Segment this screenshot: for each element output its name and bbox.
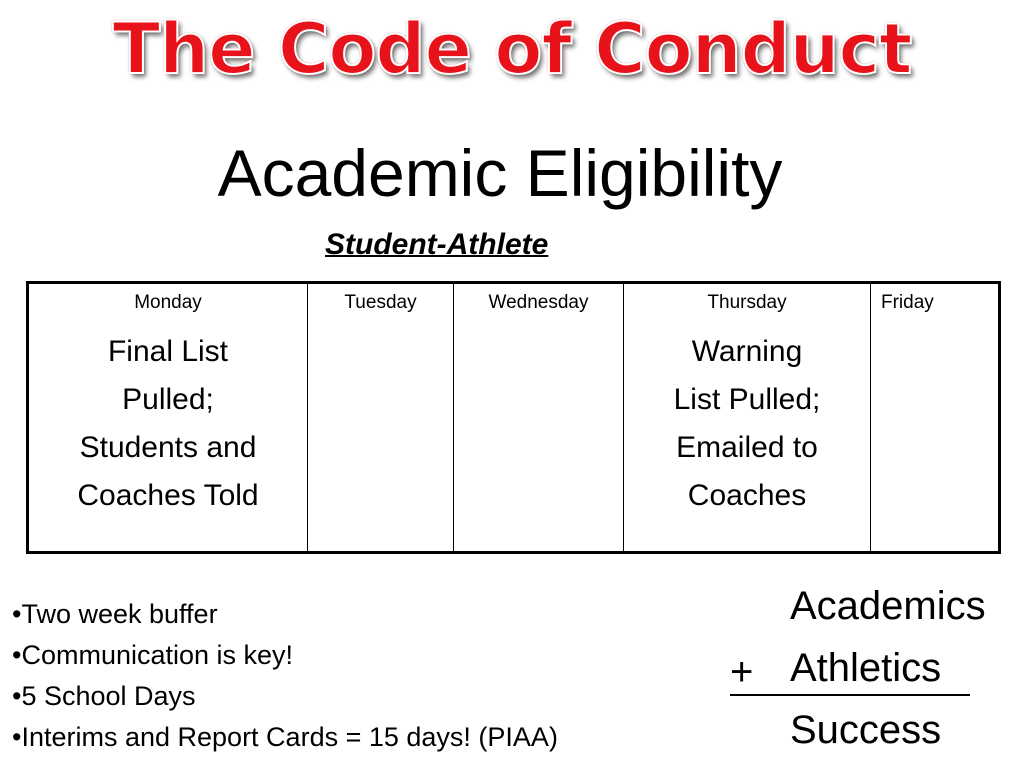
slide-subtitle: Academic Eligibility [217, 136, 783, 210]
day-header-monday: Monday [134, 292, 202, 313]
formula-success: Success [790, 708, 942, 752]
key-points-list [12, 594, 558, 758]
note-line: Coaches [687, 479, 807, 512]
formula-plus-sign: + [730, 650, 754, 694]
schedule-cell-friday [871, 283, 1000, 553]
slide-title: The Code of Conduct [112, 8, 912, 90]
formula-academics: Academics [790, 584, 986, 628]
note-line: Emailed to [676, 431, 818, 464]
note-line: Students and [79, 431, 257, 464]
day-header-wednesday: Wednesday [488, 292, 589, 313]
bullet-item: • Communication is key! [12, 635, 558, 676]
note-line: Pulled; [122, 383, 214, 416]
weekly-schedule-table [26, 281, 1001, 554]
formula-athletics: Athletics [790, 646, 942, 690]
bullet-item: • Interims and Report Cards = 15 days! (PIAA) [12, 717, 558, 758]
day-header-tuesday: Tuesday [344, 292, 417, 313]
schedule-cell-wednesday [454, 283, 624, 553]
schedule-cell-monday [28, 283, 308, 553]
schedule-cell-thursday [624, 283, 871, 553]
monday-note [29, 328, 307, 520]
bullet-item: • Two week buffer [12, 594, 558, 635]
note-line: Final List [107, 335, 229, 368]
note-line: List Pulled; [673, 383, 821, 416]
slide-tagline: Student-Athlete [325, 228, 549, 261]
day-header-thursday: Thursday [707, 292, 787, 313]
note-line: Warning [691, 335, 803, 368]
bullet-item: • 5 School Days [12, 676, 558, 717]
thursday-note [624, 328, 870, 520]
schedule-cell-tuesday [308, 283, 454, 553]
day-header-friday: Friday [881, 292, 934, 313]
formula-sum-line [730, 694, 970, 696]
note-line: Coaches Told [77, 479, 259, 512]
